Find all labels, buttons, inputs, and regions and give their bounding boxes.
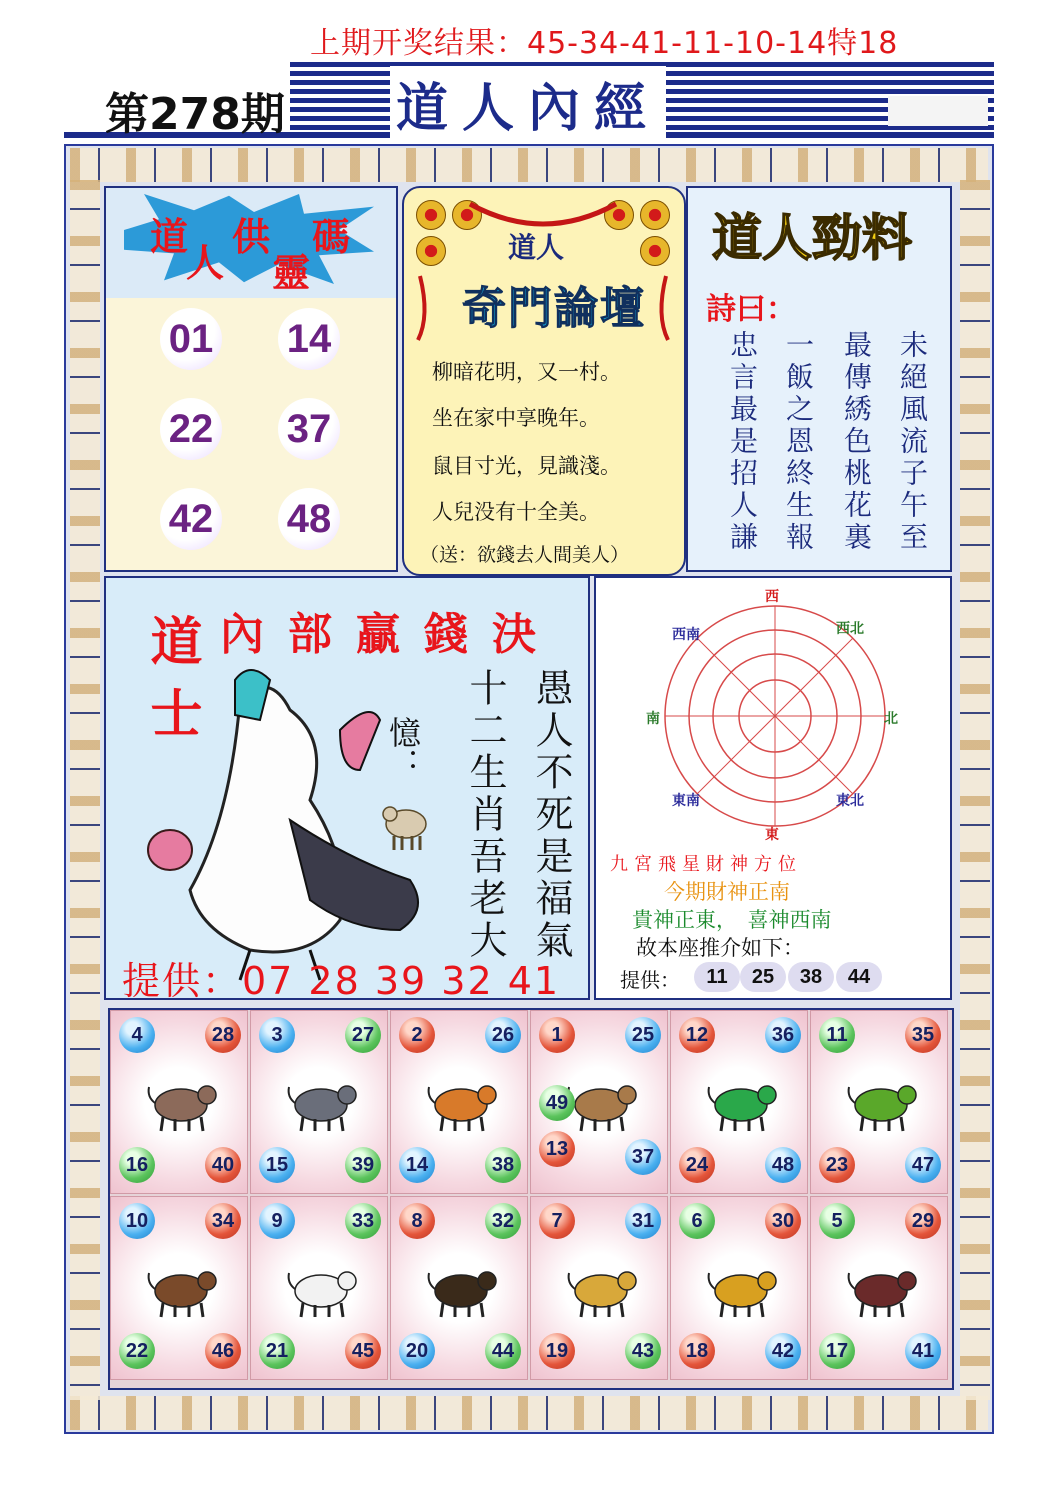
zodiac-number: 3: [259, 1017, 295, 1053]
tip-title: 道人勁料: [712, 209, 912, 267]
poem-label: 詩曰：: [706, 292, 796, 327]
zodiac-number: 2: [399, 1017, 435, 1053]
direction-label: 南: [646, 711, 660, 727]
goat-icon: [285, 1255, 357, 1323]
direction-label: 西北: [836, 621, 864, 637]
dog-icon: [705, 1255, 777, 1323]
lucky-number: 37: [278, 398, 340, 460]
twelve-zodiac-line: 十二生肖吾老大: [463, 668, 507, 962]
lucky-code-title-char: 供: [232, 214, 271, 259]
zodiac-number: 30: [765, 1203, 801, 1239]
forum-line: 柳暗花明，又一村。: [432, 360, 621, 384]
recommend-line: 故本座推介如下：: [636, 936, 804, 960]
provide-number: 38: [788, 962, 834, 992]
zodiac-number: 17: [819, 1333, 855, 1369]
rabbit-icon: [565, 1069, 637, 1137]
provide-label: 提供：: [620, 968, 680, 992]
zodiac-number: 4: [119, 1017, 155, 1053]
zodiac-cell-dragon: [670, 1010, 808, 1194]
zodiac-number: 40: [205, 1147, 241, 1183]
zodiac-number: 19: [539, 1333, 575, 1369]
forum-line: 坐在家中享晚年。: [432, 406, 600, 430]
zodiac-number: 7: [539, 1203, 575, 1239]
zodiac-number: 23: [819, 1147, 855, 1183]
zodiac-cell-ox: [250, 1010, 388, 1194]
zodiac-cell-monkey: [390, 1196, 528, 1380]
zodiac-number: 32: [485, 1203, 521, 1239]
poem-column: 最傳綉色桃花裏: [840, 330, 873, 554]
zodiac-number: 36: [765, 1017, 801, 1053]
direction-label: 東: [765, 827, 779, 843]
border-left: [70, 180, 100, 1400]
zodiac-number: 20: [399, 1333, 435, 1369]
zodiac-number: 27: [345, 1017, 381, 1053]
border-right: [960, 180, 990, 1400]
banner-title: 道人內經: [390, 66, 666, 141]
zodiac-number: 14: [399, 1147, 435, 1183]
direction-label: 東南: [672, 793, 700, 809]
issue-number: 第278期: [105, 89, 285, 140]
zodiac-number: 37: [625, 1139, 661, 1175]
zodiac-number: 11: [819, 1017, 855, 1053]
poem-column: 未絕風流子午至: [896, 330, 929, 554]
zodiac-number: 22: [119, 1333, 155, 1369]
rat-icon: [145, 1069, 217, 1137]
zodiac-number: 21: [259, 1333, 295, 1369]
banner-patch: [888, 96, 988, 126]
border-bottom: [70, 1396, 988, 1430]
zodiac-number: 35: [905, 1017, 941, 1053]
zodiac-number: 5: [819, 1203, 855, 1239]
snake-icon: [845, 1069, 917, 1137]
zodiac-number: 41: [905, 1333, 941, 1369]
direction-label: 北: [884, 711, 898, 727]
nine-palace-line: 九宮飛星財神方位: [610, 854, 802, 875]
direction-label: 東北: [836, 793, 864, 809]
provide-number: 44: [836, 962, 882, 992]
previous-result: 上期开奖结果：45-34-41-11-10-14特18: [310, 26, 899, 61]
zodiac-number: 18: [679, 1333, 715, 1369]
zodiac-number: 8: [399, 1203, 435, 1239]
lucky-number: 42: [160, 488, 222, 550]
zodiac-number: 46: [205, 1333, 241, 1369]
zodiac-number: 28: [205, 1017, 241, 1053]
zodiac-number: 38: [485, 1147, 521, 1183]
forum-title: 奇門論壇: [462, 283, 646, 334]
lucky-code-title-char: 道: [150, 214, 189, 259]
zodiac-cell-tiger: [390, 1010, 528, 1194]
zodiac-number: 1: [539, 1017, 575, 1053]
provide-number: 25: [740, 962, 786, 992]
noble-god-line: 貴神正東， 喜神西南: [632, 908, 832, 932]
lucky-number: 48: [278, 488, 340, 550]
zodiac-number: 47: [905, 1147, 941, 1183]
lucky-number: 22: [160, 398, 222, 460]
secret-title: 內部贏錢決: [220, 609, 560, 660]
zodiac-number: 42: [765, 1333, 801, 1369]
rooster-icon: [565, 1255, 637, 1323]
poem-column: 一飯之恩終生報: [782, 330, 815, 554]
zodiac-number: 25: [625, 1017, 661, 1053]
taoist-label: 道士: [141, 614, 202, 758]
zodiac-number: 48: [765, 1147, 801, 1183]
zodiac-cell-rabbit: [530, 1010, 668, 1194]
zodiac-number: 39: [345, 1147, 381, 1183]
zodiac-number: 15: [259, 1147, 295, 1183]
lucky-code-title-char: 靈: [272, 250, 311, 295]
zodiac-number: 29: [905, 1203, 941, 1239]
pig-icon: [845, 1255, 917, 1323]
zodiac-number: 6: [679, 1203, 715, 1239]
zodiac-number: 24: [679, 1147, 715, 1183]
forum-line: 鼠目寸光，見識淺。: [432, 454, 621, 478]
zodiac-number: 13: [539, 1131, 575, 1167]
zodiac-cell-pig: [810, 1196, 948, 1380]
monkey-icon: [425, 1255, 497, 1323]
zodiac-number: 10: [119, 1203, 155, 1239]
zodiac-number: 12: [679, 1017, 715, 1053]
direction-label: 西: [765, 589, 779, 605]
ox-icon: [285, 1069, 357, 1137]
zodiac-cell-dog: [670, 1196, 808, 1380]
zodiac-number: 9: [259, 1203, 295, 1239]
zodiac-number: 31: [625, 1203, 661, 1239]
lucky-number: 01: [160, 308, 222, 370]
memo-label: 憶：: [384, 716, 422, 780]
lucky-code-title-char: 碼: [312, 214, 351, 259]
zodiac-cell-snake: [810, 1010, 948, 1194]
zodiac-number: 26: [485, 1017, 521, 1053]
lucky-number: 14: [278, 308, 340, 370]
zodiac-number: 34: [205, 1203, 241, 1239]
zodiac-number: 33: [345, 1203, 381, 1239]
zodiac-cell-rooster: [530, 1196, 668, 1380]
lucky-code-title-char: 人: [186, 240, 225, 285]
poem-column: 忠言最是招人謙: [726, 330, 759, 554]
forum-gift-line: （送：欲錢去人間美人）: [420, 544, 630, 566]
fool-blessing-line: 愚人不死是福氣: [529, 668, 573, 962]
zodiac-number: 44: [485, 1333, 521, 1369]
forum-line: 人兒没有十全美。: [432, 500, 600, 524]
zodiac-number: 45: [345, 1333, 381, 1369]
direction-label: 西南: [672, 627, 700, 643]
zodiac-number: 43: [625, 1333, 661, 1369]
provide-number: 11: [694, 962, 740, 992]
forum-title-small: 道人: [508, 231, 565, 264]
wealth-god-line: 今期財神正南: [664, 880, 790, 904]
dragon-icon: [705, 1069, 777, 1137]
zodiac-cell-horse: [110, 1196, 248, 1380]
border-top: [70, 148, 988, 182]
zodiac-number: 49: [539, 1085, 575, 1121]
tiger-icon: [425, 1069, 497, 1137]
zodiac-cell-rat: [110, 1010, 248, 1194]
goat-icon: [382, 800, 430, 852]
zodiac-number: 16: [119, 1147, 155, 1183]
horse-icon: [145, 1255, 217, 1323]
provided-numbers: 提供：07 28 39 32 41: [122, 959, 561, 1003]
zodiac-cell-goat: [250, 1196, 388, 1380]
